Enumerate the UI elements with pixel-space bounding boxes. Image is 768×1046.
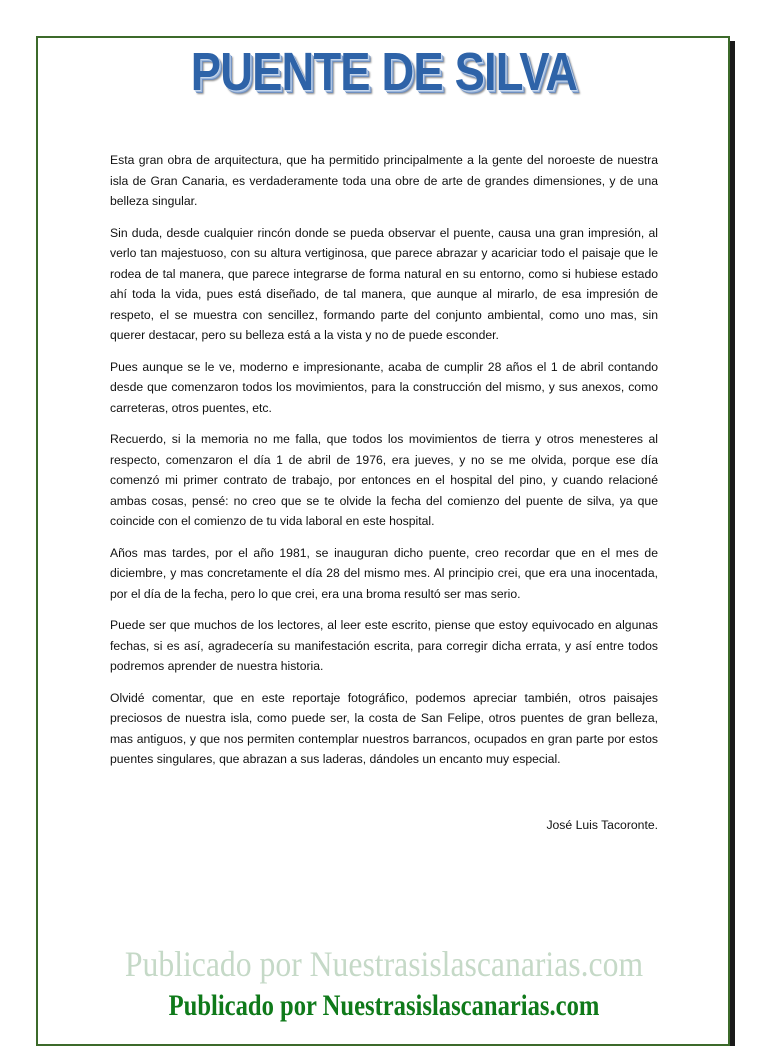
paragraph: Puede ser que muchos de los lectores, al leer este escrito, piense que estoy equivocado en algunas fechas, si es así, agradecería su manifestación escrita, para corregir dicha errata, y así entre todos podremos aprender de nuestra historia. [110,618,658,673]
footer-watermark: Publicado por Nuestrasislascanarias.com [124,944,644,984]
paragraph: Esta gran obra de arquitectura, que ha permitido principalmente a la gente del noroeste de nuestra isla de Gran Canaria, es verdaderamente toda una obre de arte de grandes dimensiones, y de una belleza singular. [110,153,658,208]
footer-credit: Publicado por Nuestrasislascanarias.com [168,989,600,1022]
paragraph: Pues aunque se le ve, moderno e impresionante, acaba de cumplir 28 años el 1 de abril contando desde que comenzaron todos los movimientos, para la construcción del mismo, y sus anexos, como carreteras, otros puentes, etc. [110,359,658,415]
author-signature: José Luis Tacoronte. [546,818,658,832]
paragraph: Sin duda, desde cualquier rincón donde se pueda observar el puente, causa una gran impresión, al verlo tan majestuoso, con su altura vertiginosa, que parece abrazar y acariciar todo el paisaje que le rodea de tal manera, que parece integrarse de forma natural en su entorno, como si hubiese estado ahí toda la vida, pues está diseñado, de tal manera, que aunque al mirarlo, de esa impresión de respeto, el se muestra con sencillez, formando parte del conjunto ambiental, como uno mas, sin querer destacar, pero su belleza está a la vista y no de puede esconder. [110,225,658,342]
paragraph: Recuerdo, si la memoria no me falla, que todos los movimientos de tierra y otros menesteres al respecto, comenzaron el día 1 de abril de 1976, era jueves, y no se me olvida, porque ese día comenzó mi primer contrato de trabajo, por entonces en el hospital del pino, y cuando relacioné ambas cosas, pensé: no creo que se te olvide la fecha del comienzo del puente de silva, ya que coincide con el comienzo de tu vida laboral en este hospital. [110,432,658,528]
document-title: PUENTE DE SILVA [190,42,578,102]
paragraph: Años mas tardes, por el año 1981, se inauguran dicho puente, creo recordar que en el mes de diciembre, y mas concretamente el día 28 del mismo mes. Al principio crei, que era una inocentada, por el día de la fecha, pero lo que crei, era una broma resultó ser mas serio. [110,545,658,601]
paragraph: Olvidé comentar, que en este reportaje fotográfico, podemos apreciar también, otros paisajes preciosos de nuestra isla, como puede ser, la costa de San Felipe, otros puentes de gran belleza, mas antiguos, y que nos permiten contemplar nuestros barrancos, ocupados en gran parte por estos puentes singulares, que abrazan a sus laderas, dándoles un encanto muy especial. [110,690,658,766]
article-body [110,150,658,781]
